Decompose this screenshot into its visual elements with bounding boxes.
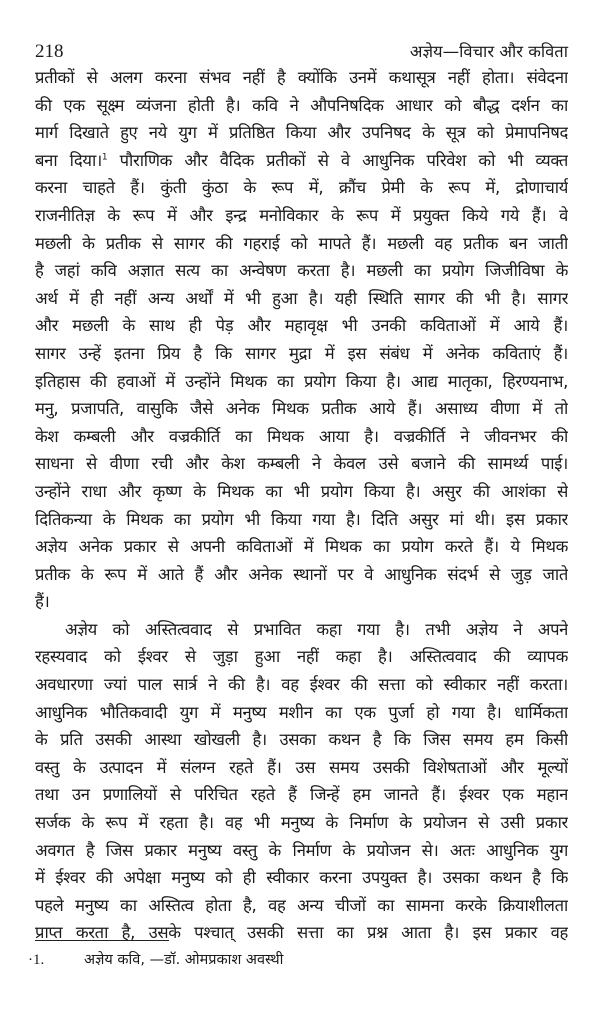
text-line: साधना से वीणा रची और केश कम्बली ने केवल उसे बजाने की सामर्थ्य पाई। xyxy=(35,454,568,474)
text-line: उन्होंने राधा और कृष्ण के मिथक का भी प्रयोग किया है। असुर की आशंका से xyxy=(35,481,568,501)
text-line: इतिहास की हवाओं में उन्होंने मिथक का प्रयोग किया है। आद्य मातृका, हिरण्यनाभ, xyxy=(35,371,568,391)
text-line: केश कम्बली और वज्रकीर्ति का मिथक आया है। वज्रकीर्ति ने जीवनभर की xyxy=(35,426,568,446)
paragraph-start-line: अज्ञेय को अस्तित्ववाद से प्रभावित कहा गया है। तभी अज्ञेय ने अपने xyxy=(65,619,568,639)
text-line: सागर उन्हें इतना प्रिय है कि सागर मुद्रा में इस संबंध में अनेक कविताएं हैं। xyxy=(35,343,568,363)
footnote-reference: 1 xyxy=(101,152,108,163)
text-line: अज्ञेय अनेक प्रकार से अपनी कविताओं में मिथक का प्रयोग करते हैं। ये मिथक xyxy=(35,537,568,557)
body-text xyxy=(35,64,568,947)
text-line: मनु, प्रजापति, वासुकि जैसे अनेक मिथक प्रतीक आये हैं। असाध्य वीणा में तो xyxy=(35,399,568,419)
text-line: हैं। xyxy=(35,592,50,612)
text-line: प्रतीक के रूप में आते हैं और अनेक स्थानों पर वे आधुनिक संदर्भ से जुड़ जाते xyxy=(35,564,568,584)
text-line: मार्ग दिखाते हुए नये युग में प्रतिष्ठित किया और उपनिषद के सूत्र को प्रेमापनिषद xyxy=(35,123,568,143)
running-head xyxy=(35,37,568,63)
text-line: है जहां कवि अज्ञात सत्य का अन्वेषण करता है। मछली का प्रयोग जिजीविषा के xyxy=(35,261,568,281)
text-line: प्रतीकों से अलग करना संभव नहीं है क्योंकि उनमें कथासूत्र नहीं होता। संवेदना xyxy=(35,68,568,87)
footnote-text: अज्ञेय कवि, —डॉ. ओमप्रकाश अवस्थी xyxy=(84,952,284,968)
text-line: वस्तु के उत्पादन में संलग्न रहते हैं। उस समय उसकी विशेषताओं और मूल्यों xyxy=(35,757,568,777)
text-line: की एक सूक्ष्म व्यंजना होती है। कवि ने औपनिषदिक आधार को बौद्ध दर्शन का xyxy=(35,95,568,115)
page-number: 218 xyxy=(35,41,64,62)
text-line-with-footnote-ref xyxy=(35,147,568,175)
text-line: के प्रति उसकी आस्था खोखली है। उसका कथन है कि जिस समय हम किसी xyxy=(35,730,568,750)
text-line: सर्जक के रूप में रहता है। वह भी मनुष्य के निर्माण के प्रयोजन से उसी प्रकार xyxy=(35,813,568,833)
footnote xyxy=(28,950,283,970)
text-line: अवधारणा ज्यां पाल सार्त्र ने की है। वह ईश्वर की सत्ता को स्वीकार नहीं करता। xyxy=(35,675,568,695)
text-line: करना चाहते हैं। कुंती कुंठा के रूप में, क्रौंच प्रेमी के रूप में, द्रोणाचार्य xyxy=(35,178,568,198)
text-line: तथा उन प्रणालियों से परिचित रहते हैं जिन्हें हम जानते हैं। ईश्वर एक महान xyxy=(35,785,568,805)
text-line: और मछली के साथ ही पेड़ और महावृक्ष भी उनकी कविताओं में आये हैं। xyxy=(35,316,568,336)
text-line: अवगत है जिस प्रकार मनुष्य वस्तु के निर्माण के प्रयोजन से। अतः आधुनिक युग xyxy=(35,840,568,860)
text-line: पहले मनुष्य का अस्तित्व होता है, वह अन्य चीजों का सामना करके क्रियाशीलता xyxy=(35,895,568,915)
text-line: में ईश्वर की अपेक्षा मनुष्य को ही स्वीकार करना उपयुक्त है। उसका कथन है कि xyxy=(35,868,568,888)
text-line: आधुनिक भौतिकवादी युग में मनुष्य मशीन का एक पुर्जा हो गया है। धार्मिकता xyxy=(35,702,568,722)
text-fragment: बना दिया। xyxy=(35,150,102,170)
text-line: राजनीतिज्ञ के रूप में और इन्द्र मनोविकार के रूप में प्रयुक्त किये गये हैं। वे xyxy=(35,205,568,225)
text-line: मछली के प्रतीक से सागर की गहराई को मापते हैं। मछली वह प्रतीक बन जाती xyxy=(35,233,568,253)
text-fragment: पौराणिक और वैदिक प्रतीकों से वे आधुनिक परिवेश को भी व्यक्त xyxy=(119,150,568,170)
book-title: अज्ञेय—विचार और कविता xyxy=(409,42,568,61)
footnote-marker: ·1. xyxy=(28,952,45,968)
text-line: अर्थ में ही नहीं अन्य अर्थों में भी हुआ है। यही स्थिति सागर की भी है। सागर xyxy=(35,288,568,308)
text-line: रहस्यवाद को ईश्वर से जुड़ा हुआ नहीं कहा है। अस्तित्ववाद की व्यापक xyxy=(35,647,568,667)
text-line: दितिकन्या के मिथक का प्रयोग भी किया गया है। दिति असुर मां थी। इस प्रकार xyxy=(35,509,568,529)
text-line: प्राप्त करता है, उसके पश्चात् उसकी सत्ता का प्रश्न आता है। इस प्रकार वह xyxy=(35,923,568,943)
footnote-divider xyxy=(35,940,169,941)
